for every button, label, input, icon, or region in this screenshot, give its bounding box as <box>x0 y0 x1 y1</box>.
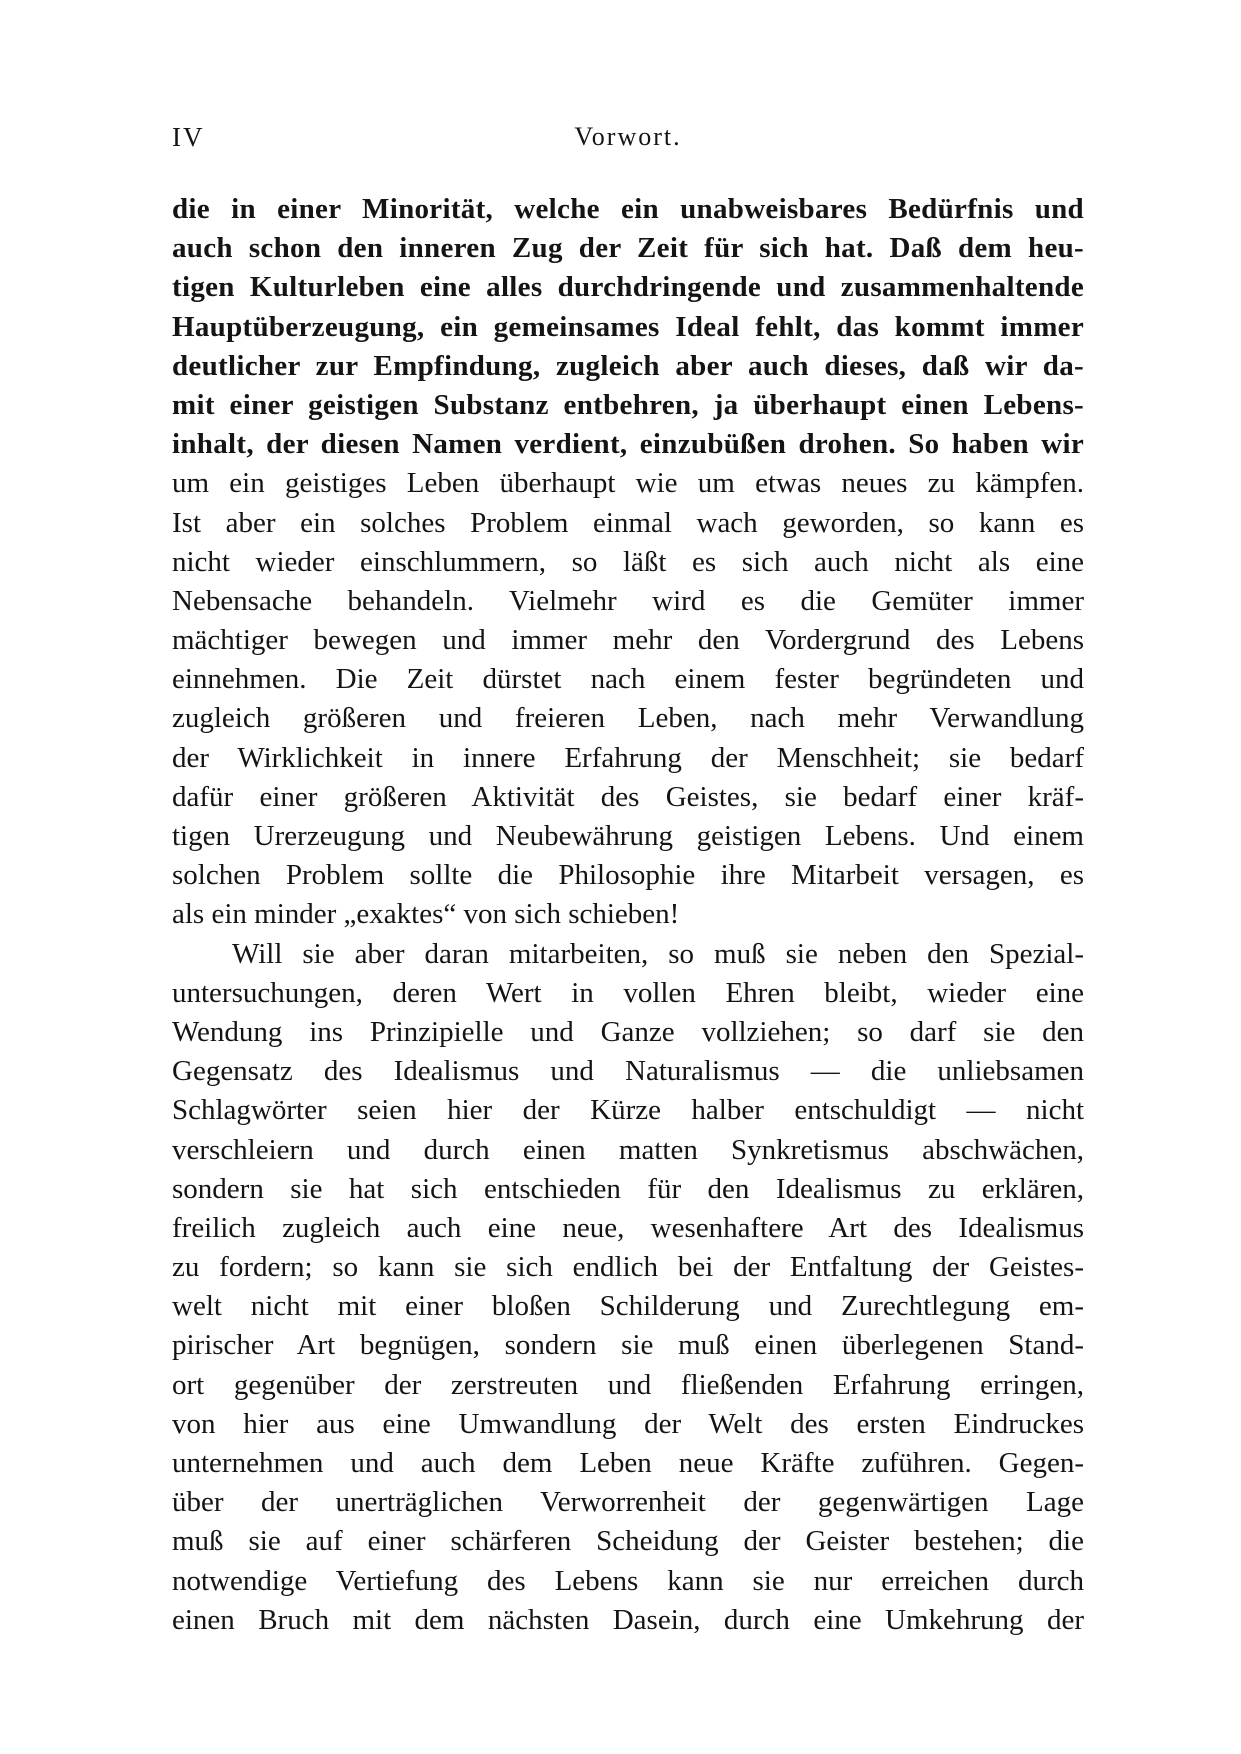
text-line: Gegensatz des Idealismus und Naturalismus — die unliebsamen <box>172 1055 1084 1088</box>
text-line: notwendige Vertiefung des Lebens kann sie nur erreichen durch <box>172 1564 1084 1597</box>
text-line: ort gegenüber der zerstreuten und fließenden Erfahrung erringen, <box>172 1368 1084 1401</box>
text-line: verschleiern und durch einen matten Synkretismus abschwächen, <box>172 1133 1084 1166</box>
text-line: Will sie aber daran mitarbeiten, so muß sie neben den Spezial- <box>232 937 1084 970</box>
text-line: freilich zugleich auch eine neue, wesenhaftere Art des Idealismus <box>172 1211 1084 1244</box>
text-line: um ein geistiges Leben überhaupt wie um etwas neues zu kämpfen. <box>172 467 1084 500</box>
running-title: Vorwort. <box>574 122 682 151</box>
text-line: auch schon den inneren Zug der Zeit für sich hat. Daß dem heu- <box>172 232 1084 265</box>
text-line: solchen Problem sollte die Philosophie ihre Mitarbeit versagen, es <box>172 859 1084 892</box>
text-line: inhalt, der diesen Namen verdient, einzubüßen drohen. So haben wir <box>172 428 1084 461</box>
text-line: einnehmen. Die Zeit dürstet nach einem fester begründeten und <box>172 663 1084 696</box>
text-line: der Wirklichkeit in innere Erfahrung der Menschheit; sie bedarf <box>172 741 1084 774</box>
text-line: über der unerträglichen Verworrenheit der gegenwärtigen Lage <box>172 1486 1084 1519</box>
text-line: welt nicht mit einer bloßen Schilderung und Zurechtlegung em- <box>172 1290 1084 1323</box>
text-line: unternehmen und auch dem Leben neue Kräfte zuführen. Gegen- <box>172 1447 1084 1479</box>
text-line: muß sie auf einer schärferen Scheidung der Geister bestehen; die <box>172 1525 1084 1558</box>
text-line: tigen Kulturleben eine alles durchdringende und zusammenhaltende <box>172 271 1084 304</box>
text-line: Wendung ins Prinzipielle und Ganze vollziehen; so darf sie den <box>172 1015 1084 1048</box>
text-line: sondern sie hat sich entschieden für den Idealismus zu erklären, <box>172 1172 1084 1205</box>
text-line: einen Bruch mit dem nächsten Dasein, durch eine Umkehrung der <box>172 1603 1084 1636</box>
text-line: Hauptüberzeugung, ein gemeinsames Ideal fehlt, das kommt immer <box>172 310 1084 343</box>
paragraph-2 <box>172 935 1084 1640</box>
text-line: zu fordern; so kann sie sich endlich bei der Entfaltung der Geistes- <box>172 1251 1084 1284</box>
text-line: Nebensache behandeln. Vielmehr wird es die Gemüter immer <box>172 584 1084 617</box>
page-number: IV <box>172 122 205 152</box>
text-line: von hier aus eine Umwandlung der Welt des ersten Eindruckes <box>172 1407 1084 1440</box>
text-line: Schlagwörter seien hier der Kürze halber entschuldigt — nicht <box>172 1094 1084 1127</box>
text-line: deutlicher zur Empfindung, zugleich aber auch dieses, daß wir da- <box>172 349 1084 382</box>
text-line: nicht wieder einschlummern, so läßt es sich auch nicht als eine <box>172 545 1084 578</box>
text-line: mit einer geistigen Substanz entbehren, ja überhaupt einen Lebens- <box>172 388 1084 421</box>
body-text <box>172 190 1084 1640</box>
text-line: pirischer Art begnügen, sondern sie muß einen überlegenen Stand- <box>172 1329 1084 1362</box>
text-line: die in einer Minorität, welche ein unabweisbares Bedürfnis und <box>172 193 1084 225</box>
text-line: untersuchungen, deren Wert in vollen Ehren bleibt, wieder eine <box>172 976 1084 1009</box>
text-line: dafür einer größeren Aktivität des Geistes, sie bedarf einer kräf- <box>172 780 1084 813</box>
running-head <box>172 122 1084 162</box>
paragraph-1 <box>172 190 1084 935</box>
text-line: tigen Urerzeugung und Neubewährung geistigen Lebens. Und einem <box>172 820 1084 852</box>
text-line: als ein minder „exaktes“ von sich schieben! <box>172 898 680 931</box>
text-line: zugleich größeren und freieren Leben, nach mehr Verwandlung <box>172 702 1084 735</box>
text-line: Ist aber ein solches Problem einmal wach geworden, so kann es <box>172 506 1084 539</box>
text-line: mächtiger bewegen und immer mehr den Vordergrund des Lebens <box>172 624 1084 657</box>
